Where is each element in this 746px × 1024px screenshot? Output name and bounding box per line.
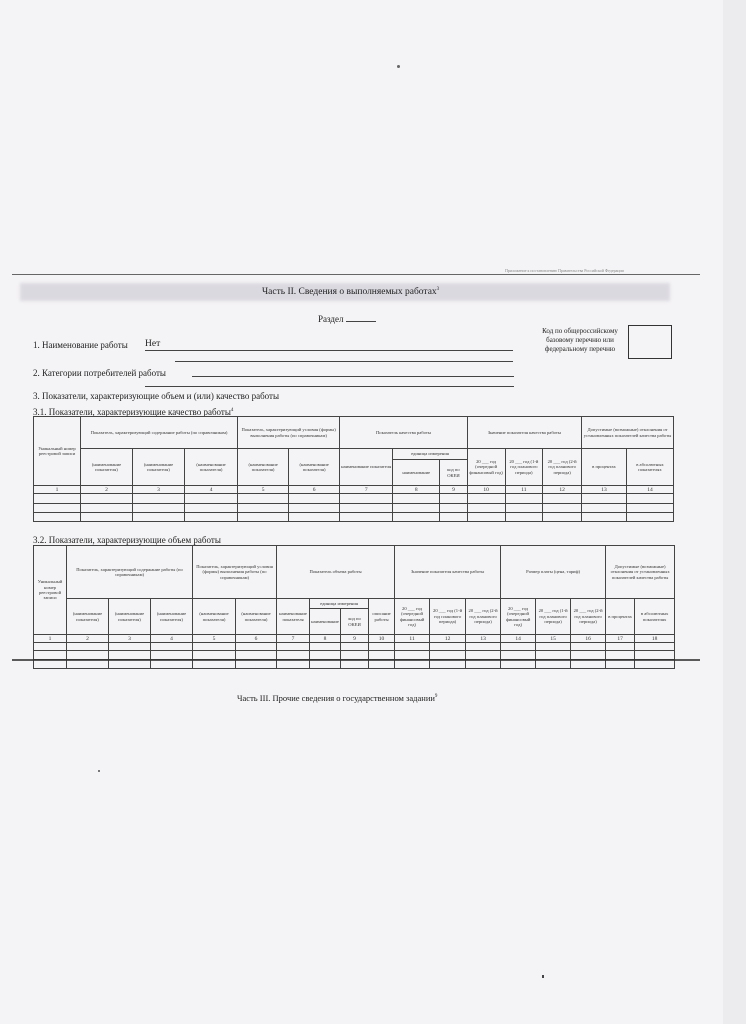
table1-title: 3.1. Показатели, характеризующие качество работы$^4$ (33, 407, 234, 417)
work-name-underline-2 (175, 361, 513, 362)
t1-col-number: 7 (340, 486, 393, 494)
t1-col-number: 8 (393, 486, 440, 494)
t1-sub-name: (наименование показателя) (80, 449, 132, 486)
t1-v3: 20 ___ год (2-й год планового периода) (543, 449, 582, 486)
t1-q-name: наименование показателя (340, 449, 393, 486)
t1-col-number: 1 (34, 486, 81, 494)
t2-h-volume: Показатель объема работы (277, 546, 395, 599)
t1-d1: в процентах (582, 449, 627, 486)
t1-h-deviation: Допустимые (возможные) отклонения от установленных показателей качества работы (582, 417, 674, 449)
t2-h-content: Показатель, характеризующий содержание работы (по справочникам) (67, 546, 193, 599)
t2-d2: в абсолютных показателях (635, 599, 675, 635)
t2-col-number: 16 (571, 635, 606, 643)
t2-col-number: 12 (430, 635, 466, 643)
consumers-underline-2 (145, 386, 514, 387)
t2-col-number: 7 (277, 635, 310, 643)
t1-col-number: 2 (80, 486, 132, 494)
top-divider (12, 274, 700, 275)
consumers-underline (192, 376, 514, 377)
t1-d2: в абсолютных показателях (626, 449, 673, 486)
code-box-label: Код по общероссийскому базовому перечню или федеральному перечню (542, 327, 618, 353)
t2-v-desc: описание работы (369, 599, 395, 635)
work-name-value[interactable]: Нет (145, 339, 161, 349)
t1-col-number: 12 (543, 486, 582, 494)
t2-sub-name: (наименование показателя) (151, 599, 193, 635)
t2-fee-y3: 20 ___ год (2-й год планового периода) (571, 599, 606, 635)
work-name-label: 1. Наименование работы (33, 340, 128, 350)
t1-q-unit-name: наименование (393, 460, 440, 486)
t1-sub-name: (наименование показателя) (238, 449, 289, 486)
t1-col-number: 11 (505, 486, 543, 494)
t1-v2: 20 ___ год (1-й год планового периода) (505, 449, 543, 486)
t1-col-number: 10 (467, 486, 505, 494)
t1-col-number: 9 (440, 486, 468, 494)
t2-col-number: 4 (151, 635, 193, 643)
t2-h-fee: Размер платы (цена, тариф) (501, 546, 606, 599)
t2-y1: 20 ___ год (очередной финансовый год) (395, 599, 430, 635)
t1-sub-name: (наименование показателя) (185, 449, 238, 486)
t2-sub-name: (наименование показателя) (109, 599, 151, 635)
t2-sub-name: (наименование показателя) (193, 599, 236, 635)
t2-col-number: 15 (536, 635, 571, 643)
section-line: Раздел (318, 314, 376, 324)
t2-empty-row (34, 643, 675, 651)
table2-title: 3.2. Показатели, характеризующие объем работы (33, 535, 221, 545)
t1-col-number: 4 (185, 486, 238, 494)
t2-y2: 20 ___ год (1-й год планового периода) (430, 599, 466, 635)
t2-col-number: 6 (236, 635, 277, 643)
scan-speck (542, 975, 544, 978)
t1-h-content: Показатель, характеризующий содержание работы (по справочникам) (80, 417, 237, 449)
quality-table (33, 416, 674, 522)
t2-sub-name: (наименование показателя) (67, 599, 109, 635)
t2-col-number: 13 (466, 635, 501, 643)
t2-v-okei: код по ОКЕИ (341, 609, 369, 635)
t2-h-values: Значение показателя качества работы (395, 546, 501, 599)
t1-col-number: 14 (626, 486, 673, 494)
approval-note: Приложение к постановлению Правительства Российской Федерации (505, 268, 624, 273)
t1-col-number: 3 (132, 486, 184, 494)
indicators-label: 3. Показатели, характеризующие объем и (или) качество работы (33, 391, 280, 401)
t2-col-number: 2 (67, 635, 109, 643)
t1-q-unit: единица измерения (393, 449, 468, 460)
t2-col-number: 10 (369, 635, 395, 643)
t2-v-unit: единица измерения (310, 599, 369, 609)
t1-col-number: 6 (289, 486, 340, 494)
t1-q-okei: код по ОКЕИ (440, 460, 468, 486)
t1-h-quality: Показатель качества работы (340, 417, 468, 449)
t2-col-number: 9 (341, 635, 369, 643)
t2-y3: 20 ___ год (2-й год планового периода) (466, 599, 501, 635)
t1-h-conditions: Показатель, характеризующий условия (формы) выполнения работы (по справочникам) (238, 417, 340, 449)
section-value[interactable] (346, 321, 376, 322)
scan-speck (98, 770, 100, 772)
t2-h-registry: Уникальный номер реестровой записи (34, 546, 67, 635)
t2-fee-y1: 20 ___ год (очередной финансовый год) (501, 599, 536, 635)
t2-col-number: 14 (501, 635, 536, 643)
t1-empty-row (34, 513, 674, 522)
t2-h-conditions: Показатель, характеризующий условия (формы) выполнения работы (по справочникам) (193, 546, 277, 599)
t2-col-number: 11 (395, 635, 430, 643)
t2-col-number: 5 (193, 635, 236, 643)
page-break-line (12, 659, 700, 661)
t2-sub-name: (наименование показателя) (236, 599, 277, 635)
t1-h-values: Значение показателя качества работы (467, 417, 581, 449)
t1-sub-name: (наименование показателя) (289, 449, 340, 486)
t2-h-deviation: Допустимые (возможные) отклонения от установленных показателей качества работы (606, 546, 675, 599)
work-name-underline (145, 350, 513, 351)
consumers-label: 2. Категории потребителей работы (33, 368, 166, 378)
t1-col-number: 5 (238, 486, 289, 494)
t1-col-number: 13 (582, 486, 627, 494)
t2-fee-y2: 20 ___ год (1-й год планового периода) (536, 599, 571, 635)
t2-v-unit-name: наименование (310, 609, 341, 635)
t1-empty-row (34, 494, 674, 504)
t2-col-number: 17 (606, 635, 635, 643)
t1-h-registry: Уникальный номер реестровой записи (34, 417, 81, 486)
part3-title: Часть III. Прочие сведения о государственном задании$^9$ (237, 693, 438, 703)
t1-sub-name: (наименование показателя) (132, 449, 184, 486)
t1-v1: 20 ___ год (очередной финансовый год) (467, 449, 505, 486)
t2-col-number: 18 (635, 635, 675, 643)
volume-table (33, 545, 675, 669)
t2-col-number: 3 (109, 635, 151, 643)
part2-title: Часть II. Сведения о выполняемых работах$^3$ (262, 287, 440, 298)
t2-col-number: 8 (310, 635, 341, 643)
scan-edge (723, 0, 746, 1024)
t1-empty-row (34, 504, 674, 513)
t2-v-name: наименование показателя (277, 599, 310, 635)
scan-speck (397, 65, 400, 68)
t2-col-number: 1 (34, 635, 67, 643)
code-box[interactable] (628, 325, 672, 359)
t2-d1: в процентах (606, 599, 635, 635)
